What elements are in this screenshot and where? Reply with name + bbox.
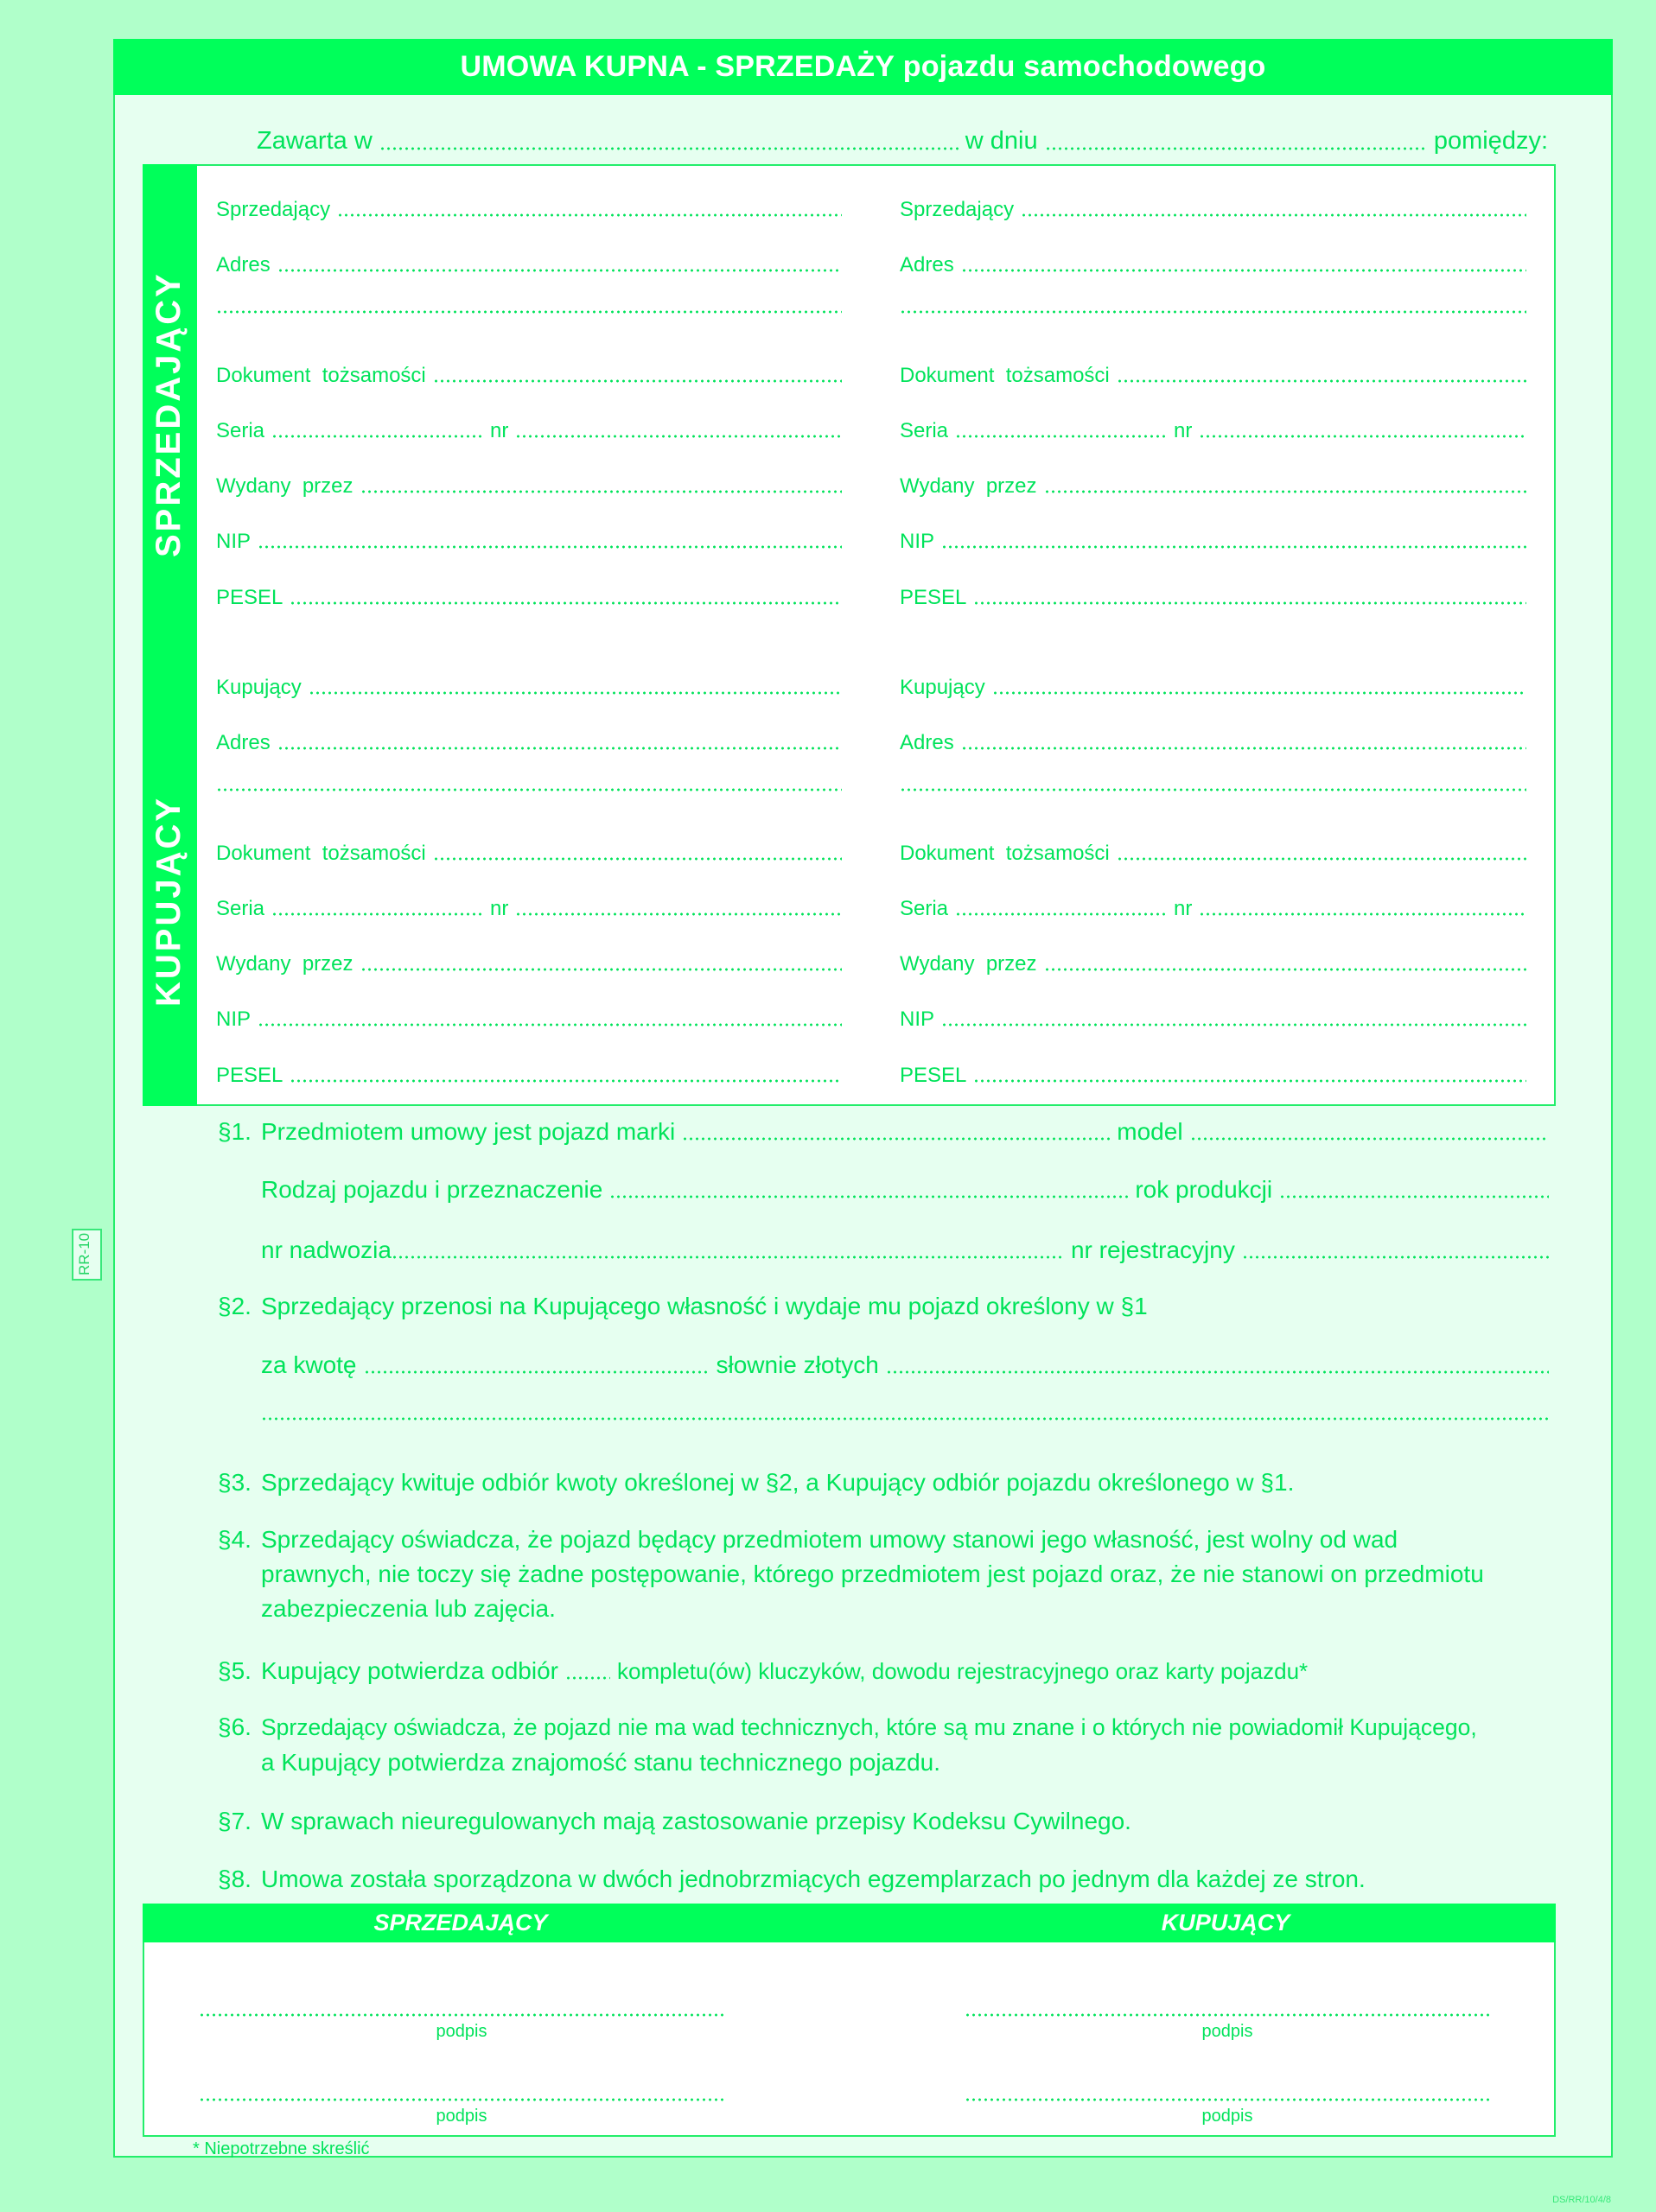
field-label: nr bbox=[490, 419, 509, 442]
buyer2-iddoc-field[interactable] bbox=[1117, 857, 1526, 861]
p1-line3 bbox=[261, 1238, 1556, 1262]
p2-amount-label: za kwotę bbox=[261, 1351, 357, 1378]
p5 bbox=[218, 1659, 1308, 1683]
buyer1-issued-row bbox=[216, 954, 849, 975]
buyer1-nip-field[interactable] bbox=[258, 1023, 842, 1027]
seller-signature-2-field[interactable] bbox=[199, 2098, 726, 2101]
p3-text: Sprzedający kwituje odbiór kwoty określonej w §2, a Kupujący odbiór pojazdu określonego w §1. bbox=[261, 1469, 1295, 1496]
seller1-issued-row bbox=[216, 476, 849, 497]
buyer2-issued-field[interactable] bbox=[1044, 968, 1526, 971]
p1-model-label: model bbox=[1117, 1118, 1183, 1145]
p3 bbox=[218, 1471, 1294, 1495]
p1-make-label: Przedmiotem umowy jest pojazd marki bbox=[261, 1118, 676, 1145]
p7 bbox=[218, 1809, 1131, 1834]
seller1-number-field[interactable] bbox=[515, 435, 842, 438]
buyer1-pesel-field[interactable] bbox=[290, 1079, 842, 1083]
field-label: nr bbox=[1174, 419, 1193, 442]
p7-text: W sprawach nieuregulowanych mają zastosowanie przepisy Kodeksu Cywilnego. bbox=[261, 1808, 1131, 1834]
buyer2-series-field[interactable] bbox=[955, 912, 1167, 916]
title-main: UMOWA KUPNA - SPRZEDAŻY bbox=[460, 50, 895, 83]
buyer2-address-field[interactable] bbox=[961, 747, 1526, 750]
buyer1-series-field[interactable] bbox=[271, 912, 483, 916]
p2-text: Sprzedający przenosi na Kupującego własność i wydaje mu pojazd określony w §1 bbox=[261, 1293, 1148, 1319]
seller1-nip-row bbox=[216, 531, 849, 552]
form-code-badge bbox=[72, 1229, 102, 1281]
buyer2-iddoc-row bbox=[900, 843, 1533, 864]
buyer2-pesel-row bbox=[900, 1065, 1533, 1086]
p4-text-2: prawnych, nie toczy się żadne postępowanie, którego przedmiotem jest pojazd oraz, że nie stanowi on przedmiotu bbox=[261, 1560, 1484, 1587]
p4-text-1: Sprzedający oświadcza, że pojazd będący przedmiotem umowy stanowi jego własność, jest wolny od wad bbox=[261, 1526, 1398, 1553]
seller2-name-row bbox=[900, 200, 1533, 220]
buyer2-series-row bbox=[900, 899, 1533, 919]
field-label: Seria bbox=[900, 419, 949, 442]
amount-words-field-2[interactable] bbox=[261, 1417, 1549, 1421]
buyer2-nip-row bbox=[900, 1009, 1533, 1030]
seller2-name-field[interactable] bbox=[1021, 213, 1526, 217]
seller1-pesel-row bbox=[216, 588, 849, 608]
intro-between-label: pomiędzy: bbox=[1433, 127, 1548, 155]
field-label: PESEL bbox=[900, 586, 967, 609]
buyer2-address-row bbox=[900, 733, 1533, 753]
field-label: Adres bbox=[900, 731, 954, 754]
seller1-pesel-field[interactable] bbox=[290, 601, 842, 605]
field-label: Kupujący bbox=[216, 676, 302, 699]
seller2-address2-row bbox=[900, 310, 1533, 317]
seller1-address-field[interactable] bbox=[277, 269, 842, 272]
field-label: NIP bbox=[216, 1007, 252, 1031]
p1-reg-label: nr rejestracyjny bbox=[1070, 1236, 1235, 1263]
seller2-address2-field[interactable] bbox=[900, 310, 1526, 314]
p3-number: §3. bbox=[218, 1469, 252, 1496]
p6-number: §6. bbox=[218, 1713, 252, 1740]
intro-place-label: Zawarta w bbox=[257, 127, 373, 155]
buyer1-address2-field[interactable] bbox=[216, 788, 842, 791]
field-label: nr bbox=[1174, 897, 1193, 920]
buyer-signature-1-field[interactable] bbox=[965, 2013, 1492, 2017]
field-label: Dokument tożsamości bbox=[900, 364, 1110, 387]
field-label: Seria bbox=[216, 897, 265, 920]
seller2-pesel-field[interactable] bbox=[973, 601, 1526, 605]
seller2-address-field[interactable] bbox=[961, 269, 1526, 272]
field-label: Adres bbox=[216, 731, 271, 754]
buyer-signature-header: KUPUJĄCY bbox=[1161, 1910, 1290, 1936]
p2-line3 bbox=[261, 1417, 1556, 1424]
seller-signature-1-caption: podpis bbox=[436, 2022, 487, 2041]
p4-text-3: zabezpieczenia lub zajęcia. bbox=[261, 1595, 556, 1622]
form-title bbox=[113, 39, 1613, 95]
buyer1-name-row bbox=[216, 677, 849, 698]
seller2-issued-row bbox=[900, 476, 1533, 497]
seller1-address-row bbox=[216, 255, 849, 276]
field-label: NIP bbox=[900, 1007, 935, 1031]
p1-year-label: rok produkcji bbox=[1135, 1176, 1273, 1203]
field-label: Seria bbox=[900, 897, 949, 920]
seller1-address2-field[interactable] bbox=[216, 310, 842, 314]
seller1-iddoc-row bbox=[216, 365, 849, 386]
buyer-signature-2-caption: podpis bbox=[1201, 2107, 1253, 2126]
p2-number: §2. bbox=[218, 1293, 252, 1319]
buyer1-address2-row bbox=[216, 788, 849, 795]
field-label: Wydany przez bbox=[216, 474, 353, 498]
p1-number: §1. bbox=[218, 1118, 252, 1145]
field-label: Dokument tożsamości bbox=[900, 842, 1110, 865]
buyer1-iddoc-field[interactable] bbox=[433, 857, 842, 861]
seller1-address2-row bbox=[216, 310, 849, 317]
seller1-name-field[interactable] bbox=[337, 213, 842, 217]
buyer2-name-field[interactable] bbox=[992, 691, 1526, 695]
p8-text: Umowa została sporządzona w dwóch jednobrzmiących egzemplarzach po jednym dla każdej ze stron. bbox=[261, 1866, 1366, 1892]
seller2-issued-field[interactable] bbox=[1044, 490, 1526, 493]
place-field[interactable] bbox=[379, 147, 959, 150]
seller2-address-row bbox=[900, 255, 1533, 276]
p1-line2 bbox=[261, 1178, 1556, 1202]
p8-number: §8. bbox=[218, 1866, 252, 1892]
intro-line bbox=[257, 129, 1548, 154]
field-label: Adres bbox=[216, 253, 271, 276]
print-code: DS/RR/10/4/8 bbox=[1552, 2195, 1611, 2205]
buyer1-address-row bbox=[216, 733, 849, 753]
buyer-vertical-label: KUPUJĄCY bbox=[150, 795, 188, 1007]
field-label: Sprzedający bbox=[900, 198, 1015, 221]
amount-words-field[interactable] bbox=[886, 1370, 1549, 1374]
p5-number: §5. bbox=[218, 1657, 252, 1684]
buyer2-address2-field[interactable] bbox=[900, 788, 1526, 791]
intro-date-label: w dniu bbox=[965, 127, 1038, 155]
seller-signature-header: SPRZEDAJĄCY bbox=[373, 1910, 548, 1936]
field-label: Sprzedający bbox=[216, 198, 331, 221]
seller1-issued-field[interactable] bbox=[360, 490, 842, 493]
buyer2-issued-row bbox=[900, 954, 1533, 975]
p5-text-after: kompletu(ów) kluczyków, dowodu rejestracyjnego oraz karty pojazdu* bbox=[616, 1658, 1309, 1684]
make-field[interactable] bbox=[682, 1137, 1110, 1141]
buyer2-pesel-field[interactable] bbox=[973, 1079, 1526, 1083]
seller-signature-1-field[interactable] bbox=[199, 2013, 726, 2017]
p6-line1 bbox=[218, 1715, 1477, 1739]
p2-line2 bbox=[261, 1353, 1556, 1377]
field-label: NIP bbox=[900, 530, 935, 553]
amount-field[interactable] bbox=[364, 1370, 710, 1374]
buyer-signature-1-caption: podpis bbox=[1201, 2022, 1253, 2041]
p7-number: §7. bbox=[218, 1808, 252, 1834]
seller1-series-row bbox=[216, 421, 849, 442]
seller2-number-field[interactable] bbox=[1199, 435, 1526, 438]
buyer1-issued-field[interactable] bbox=[360, 968, 842, 971]
production-year-field[interactable] bbox=[1279, 1195, 1549, 1198]
field-label: Wydany przez bbox=[900, 474, 1037, 498]
buyer2-name-row bbox=[900, 677, 1533, 698]
field-label: nr bbox=[490, 897, 509, 920]
p2-words-label: słownie złotych bbox=[716, 1351, 879, 1378]
field-label: PESEL bbox=[900, 1064, 967, 1087]
buyer2-address2-row bbox=[900, 788, 1533, 795]
field-label: Adres bbox=[900, 253, 954, 276]
buyer2-number-field[interactable] bbox=[1199, 912, 1526, 916]
vin-field[interactable] bbox=[392, 1255, 1064, 1259]
p1-type-label: Rodzaj pojazdu i przeznaczenie bbox=[261, 1176, 603, 1203]
field-label: Dokument tożsamości bbox=[216, 842, 426, 865]
seller2-series-row bbox=[900, 421, 1533, 442]
field-label: Wydany przez bbox=[216, 952, 353, 976]
field-label: Dokument tożsamości bbox=[216, 364, 426, 387]
field-label: Wydany przez bbox=[900, 952, 1037, 976]
buyer1-name-field[interactable] bbox=[309, 691, 842, 695]
field-label: Seria bbox=[216, 419, 265, 442]
registration-field[interactable] bbox=[1242, 1255, 1549, 1259]
seller-signature-2-caption: podpis bbox=[436, 2107, 487, 2126]
model-field[interactable] bbox=[1190, 1137, 1549, 1141]
buyer1-address-field[interactable] bbox=[277, 747, 842, 750]
seller2-series-field[interactable] bbox=[955, 435, 1167, 438]
seller2-nip-row bbox=[900, 531, 1533, 552]
date-field[interactable] bbox=[1045, 147, 1427, 150]
seller1-name-row bbox=[216, 200, 849, 220]
p8 bbox=[218, 1867, 1366, 1891]
buyer2-nip-field[interactable] bbox=[941, 1023, 1526, 1027]
buyer1-iddoc-row bbox=[216, 843, 849, 864]
buyer1-nip-row bbox=[216, 1009, 849, 1030]
p1-vin-label: nr nadwozia bbox=[261, 1236, 392, 1263]
form-code-label: RR-10 bbox=[76, 1232, 92, 1275]
buyer-signature-2-field[interactable] bbox=[965, 2098, 1492, 2101]
seller-vertical-label: SPRZEDAJĄCY bbox=[150, 271, 188, 557]
buyer1-number-field[interactable] bbox=[515, 912, 842, 916]
vehicle-type-field[interactable] bbox=[609, 1195, 1128, 1198]
p6-text-2: a Kupujący potwierdza znajomość stanu technicznego pojazdu. bbox=[261, 1749, 941, 1776]
buyer1-pesel-row bbox=[216, 1065, 849, 1086]
seller2-nip-field[interactable] bbox=[941, 545, 1526, 549]
p5-text-before: Kupujący potwierdza odbiór bbox=[261, 1657, 558, 1684]
field-label: PESEL bbox=[216, 586, 283, 609]
p4-line1 bbox=[218, 1528, 1398, 1552]
seller2-iddoc-field[interactable] bbox=[1117, 379, 1526, 383]
field-label: PESEL bbox=[216, 1064, 283, 1087]
buyer1-series-row bbox=[216, 899, 849, 919]
footnote: * Niepotrzebne skreślić bbox=[193, 2139, 370, 2158]
seller1-iddoc-field[interactable] bbox=[433, 379, 842, 383]
seller2-iddoc-row bbox=[900, 365, 1533, 386]
keys-count-field[interactable] bbox=[565, 1676, 610, 1680]
p2-line1 bbox=[218, 1294, 1148, 1319]
seller1-series-field[interactable] bbox=[271, 435, 483, 438]
p4-number: §4. bbox=[218, 1526, 252, 1553]
title-sub: pojazdu samochodowego bbox=[902, 50, 1266, 83]
seller2-pesel-row bbox=[900, 588, 1533, 608]
field-label: NIP bbox=[216, 530, 252, 553]
p6-text-1: Sprzedający oświadcza, że pojazd nie ma wad technicznych, które są mu znane i o których nie powiadomił Kupującego, bbox=[261, 1714, 1477, 1740]
seller1-nip-field[interactable] bbox=[258, 545, 842, 549]
field-label: Kupujący bbox=[900, 676, 985, 699]
p1-line1 bbox=[218, 1120, 1556, 1144]
